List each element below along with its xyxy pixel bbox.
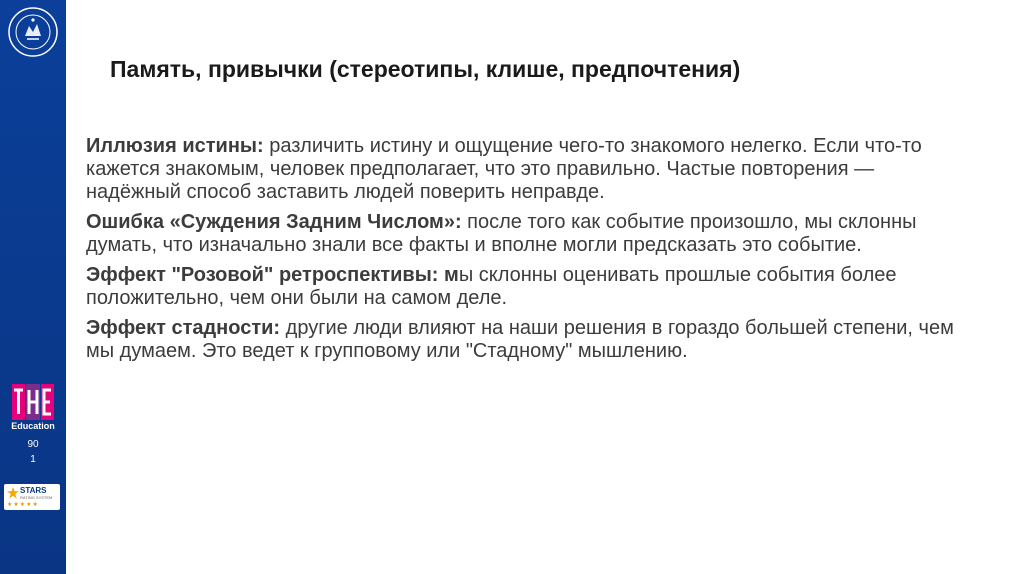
item-term: Эффект стадности:: [86, 317, 281, 339]
the-badge-rank: 90: [27, 439, 39, 450]
slide-title: Память, привычки (стереотипы, клише, предпочтения): [110, 56, 741, 82]
item-text: различить истину и ощущение чего-то знакомого нелегко. Если что-то кажется знакомым, человек предполагает, что это правильно. Частые повторения — надёжный способ заставить людей поверить неправде.: [86, 135, 922, 203]
item-text: другие люди влияют на наши решения в гораздо большей степени, чем мы думаем. Это ведет к групповому или "Стадному" мышлению.: [86, 317, 954, 362]
the-badge-subtitle: Education: [11, 421, 55, 431]
list-item: [86, 317, 966, 363]
item-term: Иллюзия истины:: [86, 135, 264, 157]
stars-badge-subtitle: RATING SYSTEM: [20, 495, 53, 500]
the-logo-icon: [12, 384, 54, 420]
sidebar: [0, 0, 66, 574]
stars-row-icon: ★★★★★: [7, 501, 39, 508]
university-seal-logo: [7, 6, 59, 58]
item-term: Ошибка «Суждения Задним Числом»:: [86, 211, 462, 233]
stars-logo-icon: [7, 487, 19, 499]
the-ranking-badge: [9, 384, 57, 465]
list-item: [86, 135, 966, 204]
slide-content: [86, 135, 966, 370]
the-badge-rank-line2: 1: [30, 454, 36, 465]
item-text: после того как событие произошло, мы склонны думать, что изначально знали все факты и вполне могли предсказать это событие.: [86, 211, 917, 256]
list-item: [86, 211, 966, 257]
stars-badge-title: STARS: [20, 486, 47, 495]
stars-rating-badge: [4, 484, 60, 510]
item-term: Эффект "Розовой" ретроспективы: м: [86, 264, 459, 286]
item-text: ы склонны оценивать прошлые события более положительно, чем они были на самом деле.: [86, 264, 897, 309]
list-item: [86, 264, 966, 310]
